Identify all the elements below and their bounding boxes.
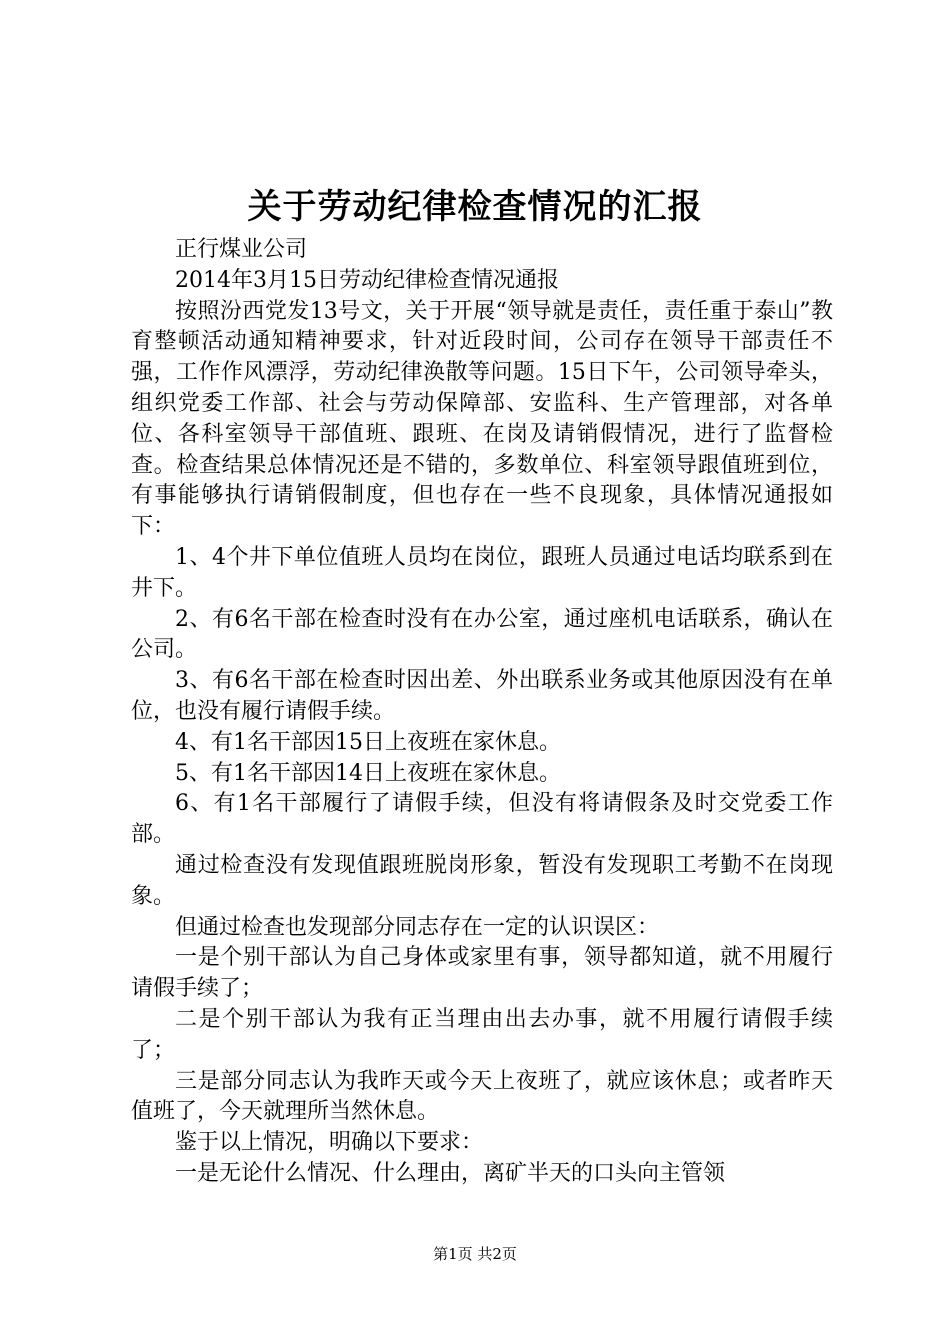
paragraph: 2、有6名干部在检查时没有在办公室，通过座机电话联系，确认在公司。 — [131, 606, 833, 663]
paragraph: 二是个别干部认为我有正当理由出去办事，就不用履行请假手续了； — [131, 1006, 833, 1063]
paragraph: 按照汾西党发13号文，关于开展“领导就是责任，责任重于泰山”教育整顿活动通知精神要求，针对近段时间，公司存在领导干部责任不强，工作作风漂浮，劳动纪律涣散等问题。15日下午，公司领导牵头，组织党委工作部、社会与劳动保障部、安监科、生产管理部，对各单位、各科室领导干部值班、跟班、在岗及请销假情况，进行了监督检查。检查结果总体情况还是不错的，多数单位、科室领导跟值班到位，有事能够执行请销假制度，但也存在一些不良现象，具体情况通报如下： — [131, 298, 833, 540]
paragraph: 2014年3月15日劳动纪律检查情况通报 — [175, 267, 559, 293]
paragraph: 一是无论什么情况、什么理由，离矿半天的口头向主管领 — [175, 1160, 726, 1186]
paragraph: 三是部分同志认为我昨天或今天上夜班了，就应该休息；或者昨天值班了，今天就理所当然休息。 — [131, 1068, 833, 1125]
paragraph: 6、有1名干部履行了请假手续，但没有将请假条及时交党委工作部。 — [131, 791, 833, 848]
paragraph: 3、有6名干部在检查时因出差、外出联系业务或其他原因没有在单位，也没有履行请假手续。 — [131, 668, 833, 724]
paragraph: 通过检查没有发现值跟班脱岗形象，暂没有发现职工考勤不在岗现象。 — [131, 852, 833, 909]
paragraph: 但通过检查也发现部分同志存在一定的认识误区： — [175, 914, 660, 940]
paragraph: 4、有1名干部因15日上夜班在家休息。 — [175, 729, 561, 755]
paragraph: 5、有1名干部因14日上夜班在家休息。 — [175, 760, 561, 786]
document-body — [131, 235, 833, 1190]
paragraph: 一是个别干部认为自己身体或家里有事，领导都知道，就不用履行请假手续了； — [131, 945, 833, 1002]
paragraph: 1、4个井下单位值班人员均在岗位，跟班人员通过电话均联系到在井下。 — [131, 544, 833, 601]
page-footer: 第1页 共2页 — [433, 1245, 517, 1263]
paragraph: 正行煤业公司 — [175, 237, 308, 262]
paragraph: 鉴于以上情况，明确以下要求： — [175, 1130, 484, 1156]
document-title: 关于劳动纪律检查情况的汇报 — [247, 187, 703, 227]
